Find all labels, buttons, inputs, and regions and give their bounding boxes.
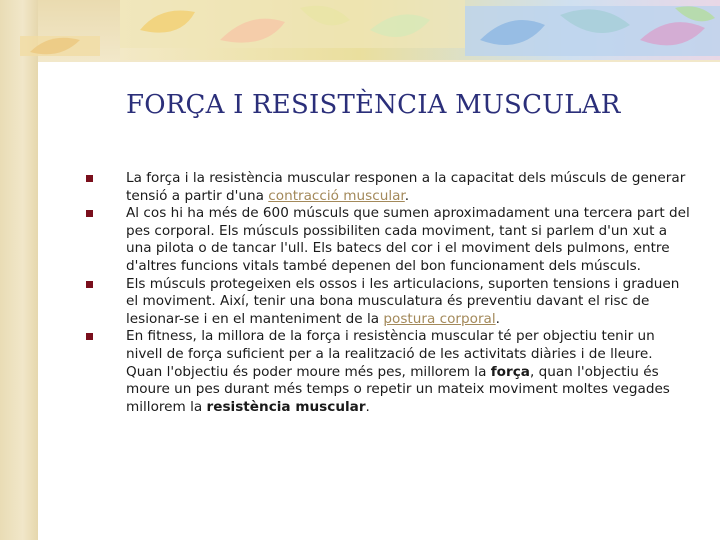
bullet-text-end: . bbox=[365, 398, 370, 415]
decorative-leaf-banner bbox=[100, 0, 720, 62]
bold-term-resistencia: resistència muscular bbox=[206, 398, 366, 415]
bold-term-forca: força bbox=[490, 363, 530, 380]
bullet-item bbox=[86, 276, 692, 329]
bullet-text-end: . bbox=[495, 310, 500, 327]
bullet-list bbox=[86, 170, 692, 416]
decorative-leaf-corner bbox=[20, 30, 110, 60]
bullet-item bbox=[86, 328, 692, 416]
square-bullet-icon bbox=[86, 333, 93, 340]
bullet-item bbox=[86, 205, 692, 275]
bullet-text: La força i la resistència muscular responen a la capacitat dels músculs de generar tensió a partir d'una bbox=[126, 170, 686, 204]
square-bullet-icon bbox=[86, 281, 93, 288]
bullet-text: Al cos hi ha més de 600 músculs que sumen aproximadament una tercera part del pes corporal. Els músculs possibiliten cada moviment, tant si parlem d'un xut a una pilota o de tancar l'ull. Els batecs del cor i el moviment dels pulmons, entre d'altres funcions vitals també depenen del bon funcionament dels músculs. bbox=[126, 205, 690, 274]
bullet-text: Els músculs protegeixen els ossos i les articulacions, suporten tensions i graduen el moviment. Així, tenir una bona musculatura és preventiu davant el risc de lesionar-se i en el manteniment de la bbox=[126, 275, 680, 327]
bullet-text: En fitness, la millora de la força i resistència muscular té per objectiu tenir un nivell de força suficient per a la realització de les activitats diàries i de lleure. Quan l'objectiu és poder moure més pes, millorem la bbox=[126, 328, 655, 380]
bullet-text-end: . bbox=[404, 187, 410, 204]
square-bullet-icon bbox=[86, 175, 93, 182]
bullet-text: , quan l'objectiu és moure un pes durant més temps o repetir un mateix moviment moltes vegades millorem la bbox=[126, 363, 670, 415]
slide-title: FORÇA I RESISTÈNCIA MUSCULAR bbox=[126, 90, 621, 120]
link-contraccio-muscular[interactable]: contracció muscular bbox=[268, 187, 405, 204]
square-bullet-icon bbox=[86, 210, 93, 217]
bullet-item bbox=[86, 170, 692, 205]
link-postura-corporal[interactable]: postura corporal bbox=[383, 310, 496, 327]
left-border bbox=[0, 0, 38, 540]
